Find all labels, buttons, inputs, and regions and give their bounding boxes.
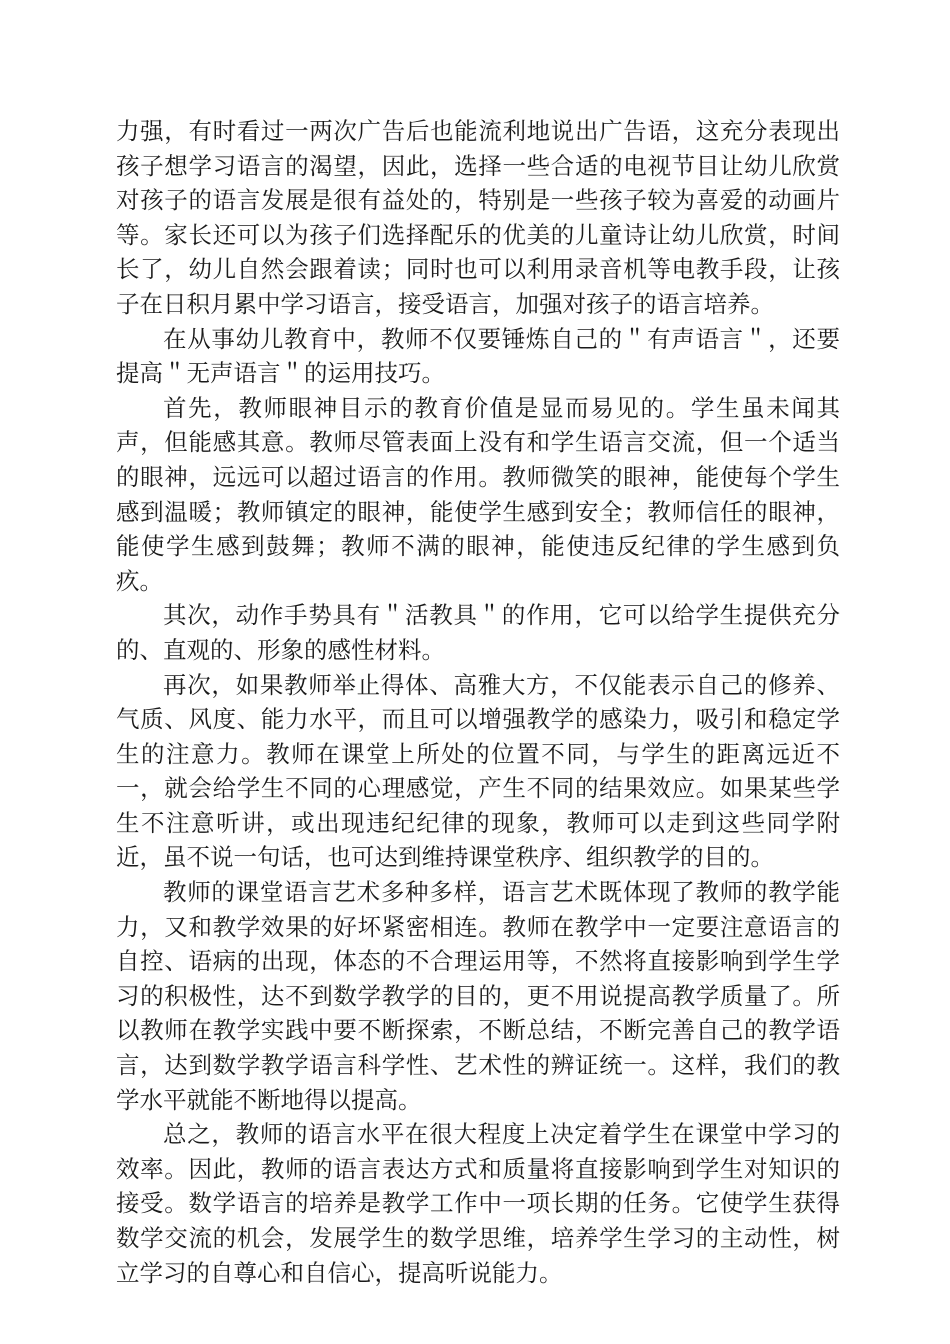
- paragraph-conclusion: 总之，教师的语言水平在很大程度上决定着学生在课堂中学习的效率。因此，教师的语言表达方式和质量将直接影响到学生对知识的接受。数学语言的培养是教学工作中一项长期的任务。它使学生获得数学交流的机会，发展学生的数学思维，培养学生学习的主动性，树立学习的自尊心和自信心，提高听说能力。: [116, 1120, 840, 1287]
- paragraph-gestures: 其次，动作手势具有＂活教具＂的作用，它可以给学生提供充分的、直观的、形象的感性材料。: [116, 601, 840, 664]
- paragraph-silent-language: 在从事幼儿教育中，教师不仅要锤炼自己的＂有声语言＂，还要提高＂无声语言＂的运用技巧。: [116, 324, 840, 388]
- paragraph-demeanor: 再次，如果教师举止得体、高雅大方，不仅能表示自己的修养、气质、风度、能力水平，而且可以增强教学的感染力，吸引和稳定学生的注意力。教师在课堂上所处的位置不同，与学生的距离远近不一，就会给学生不同的心理感觉，产生不同的结果效应。如果某些学生不注意听讲，或出现违纪纪律的现象，教师可以走到这些同学附近，虽不说一句话，也可达到维持课堂秩序、组织教学的目的。: [116, 670, 840, 872]
- body-text: [116, 114, 840, 1290]
- paragraph-continuation: 力强，有时看过一两次广告后也能流利地说出广告语，这充分表现出孩子想学习语言的渴望，因此，选择一些合适的电视节目让幼儿欣赏对孩子的语言发展是很有益处的，特别是一些孩子较为喜爱的动画片等。家长还可以为孩子们选择配乐的优美的儿童诗让幼儿欣赏，时间长了，幼儿自然会跟着读；同时也可以利用录音机等电教手段，让孩子在日积月累中学习语言，接受语言，加强对孩子的语言培养。: [116, 117, 840, 318]
- paragraph-eye-contact: 首先，教师眼神目示的教育价值是显而易见的。学生虽未闻其声，但能感其意。教师尽管表面上没有和学生语言交流，但一个适当的眼神，远远可以超过语言的作用。教师微笑的眼神，能使每个学生感到温暖；教师镇定的眼神，能使学生感到安全；教师信任的眼神，能使学生感到鼓舞；教师不满的眼神，能使违反纪律的学生感到负疚。: [116, 393, 840, 595]
- paragraph-language-art: 教师的课堂语言艺术多种多样，语言艺术既体现了教师的教学能力，又和教学效果的好坏紧密相连。教师在教学中一定要注意语言的自控、语病的出现，体态的不合理运用等，不然将直接影响到学生学习的积极性，达不到数学教学的目的，更不用说提高教学质量了。所以教师在教学实践中要不断探索，不断总结，不断完善自己的教学语言，达到数学教学语言科学性、艺术性的辨证统一。这样，我们的教学水平就能不断地得以提高。: [116, 878, 840, 1114]
